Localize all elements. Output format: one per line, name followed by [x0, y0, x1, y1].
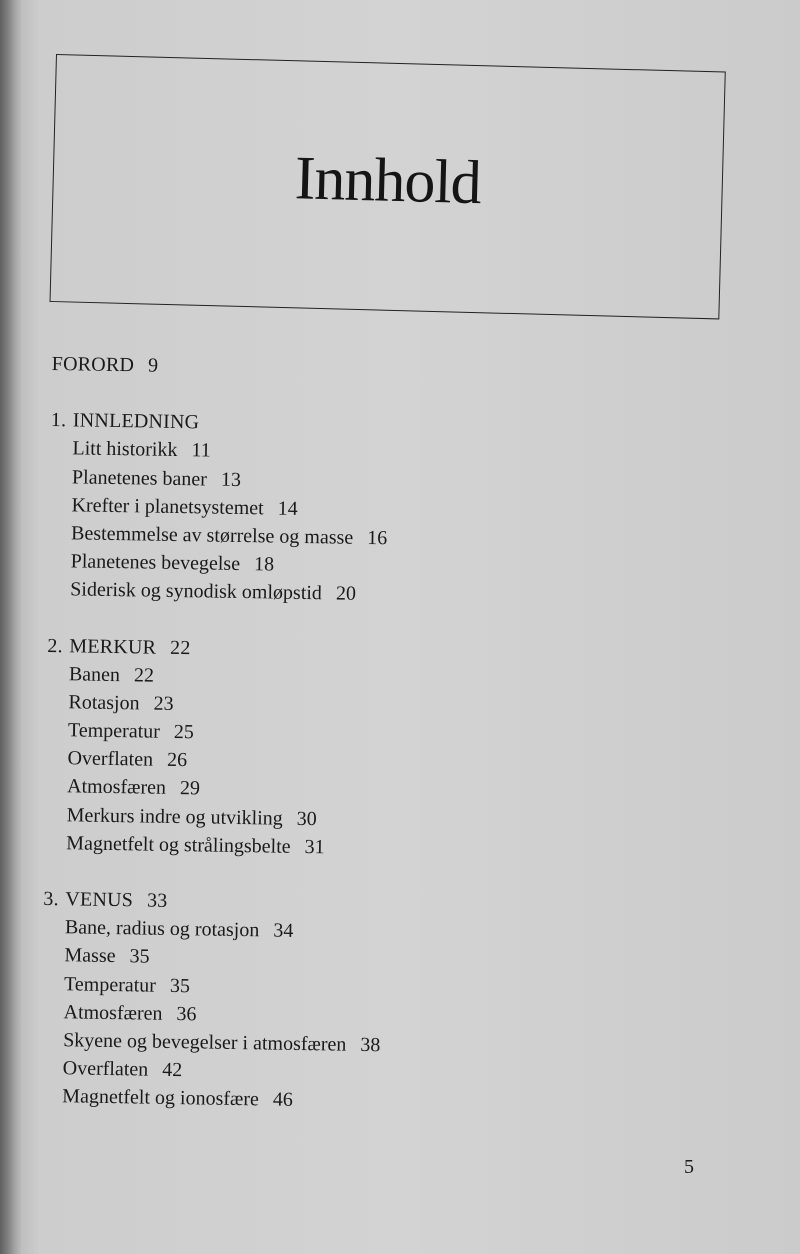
toc-entry-page: 30 — [296, 807, 317, 830]
toc-entry-page: 22 — [133, 664, 155, 687]
toc-entry-label: Atmosfæren — [63, 1001, 163, 1025]
table-of-contents — [40, 350, 692, 1120]
toc-entry-label: Bestemmelse av størrelse og masse — [70, 522, 354, 549]
toc-entry-page: 38 — [360, 1033, 381, 1057]
toc-entry-page: 34 — [273, 919, 294, 943]
toc-entry-label: Planetenes bevegelse — [70, 550, 241, 576]
chapter-page: 22 — [169, 636, 191, 659]
toc-entry-page: 16 — [367, 526, 388, 550]
toc-foreword-page: 9 — [147, 354, 159, 377]
toc-foreword-label: FORORD — [51, 352, 135, 377]
page-number: 5 — [684, 1156, 694, 1178]
toc-entry-label: Temperatur — [67, 719, 161, 743]
toc-entry-label: Merkurs indre og utvikling — [66, 803, 283, 830]
toc-entry-page: 46 — [272, 1088, 294, 1112]
toc-entry-page: 36 — [176, 1002, 197, 1026]
toc-entry-page: 23 — [153, 692, 174, 715]
chapter-title: VENUS — [65, 888, 134, 912]
toc-entry-page: 35 — [129, 945, 150, 968]
toc-entry-page: 11 — [191, 439, 211, 462]
toc-entry-page: 29 — [179, 777, 201, 800]
chapter-number: 2. — [47, 634, 63, 657]
toc-entry-label: Rotasjon — [68, 691, 140, 715]
toc-entry-label: Overflaten — [67, 747, 154, 771]
toc-entry-page: 14 — [277, 497, 298, 520]
toc-entry-page: 13 — [220, 468, 242, 491]
toc-entry-label: Skyene og bevegelser i atmosfæren — [62, 1029, 347, 1056]
toc-entry-label: Banen — [68, 662, 121, 686]
toc-entry-label: Masse — [64, 944, 116, 968]
toc-entry-page: 25 — [173, 721, 195, 744]
toc-entry-page: 35 — [169, 974, 191, 997]
toc-entry-label: Magnetfelt og ionosfære — [62, 1085, 260, 1111]
toc-entry-label: Siderisk og synodisk omløpstid — [70, 578, 323, 605]
toc-entry-page: 18 — [253, 553, 275, 576]
toc-entry-label: Temperatur — [63, 972, 157, 997]
toc-entry-page: 42 — [162, 1058, 183, 1082]
chapter-number: 3. — [43, 887, 59, 911]
toc-entry-page: 20 — [335, 582, 357, 606]
chapter-page: 33 — [146, 889, 168, 912]
toc-entry-label: Planetenes baner — [71, 465, 208, 491]
chapter-number: 1. — [50, 409, 67, 432]
toc-entry-label: Magnetfelt og strålingsbelte — [66, 832, 291, 858]
page-title: Innhold — [294, 144, 482, 218]
toc-entry-label: Overflaten — [62, 1057, 149, 1081]
toc-entry-label: Bane, radius og rotasjon — [64, 916, 260, 942]
toc-entry-label: Krefter i planetsystemet — [71, 494, 264, 520]
chapter-title: INNLEDNING — [72, 409, 200, 434]
toc-entry-label: Atmosfæren — [66, 775, 167, 800]
chapter-title: MERKUR — [69, 634, 157, 659]
binding-shadow — [0, 0, 22, 1254]
toc-entry-page: 26 — [166, 749, 188, 772]
toc-entry-label: Litt historikk — [72, 437, 178, 462]
toc-entry-page: 31 — [304, 835, 325, 859]
title-box — [50, 54, 726, 319]
